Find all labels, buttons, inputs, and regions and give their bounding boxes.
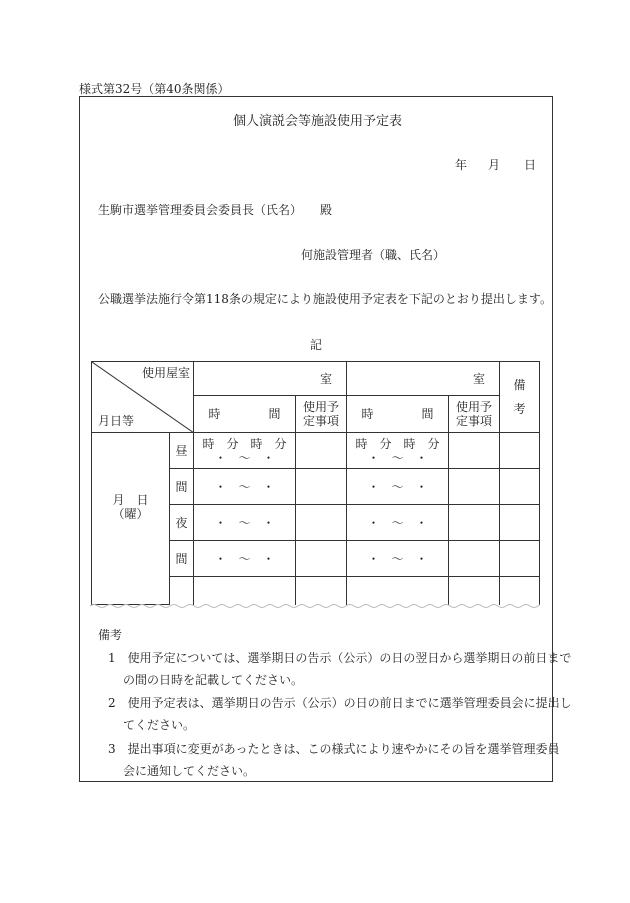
bikou-header xyxy=(500,362,540,433)
weekday-label: （曜） xyxy=(112,507,149,521)
note-line: の間の日時を記載してください。 xyxy=(123,673,304,687)
notes-heading: 備考 xyxy=(98,628,123,642)
addressee: 生駒市選挙管理委員会委員長（氏名） 殿 xyxy=(98,203,333,217)
time-top-b: 時 分 時 分 xyxy=(355,436,440,451)
usage-cell xyxy=(449,505,500,541)
time-header-2: 時 間 xyxy=(347,396,449,433)
usage-cell xyxy=(449,433,500,469)
time-cell-hiru1-b xyxy=(347,433,449,469)
usage-cell xyxy=(296,541,347,577)
note-line: 1 使用予定については、選挙期日の告示（公示）の日の翌日から選挙期日の前日まで xyxy=(108,651,572,665)
bikou-cell xyxy=(500,505,540,541)
header-usage-room: 使用屋室 xyxy=(142,366,191,380)
usage-plan-1b: 定事項 xyxy=(303,414,340,428)
usage-plan-header-2 xyxy=(449,396,500,433)
time-range-cell: ・ 〜 ・ xyxy=(194,505,296,541)
note-line: 会に通知してください。 xyxy=(123,764,256,778)
header-diagonal-cell xyxy=(92,362,194,433)
usage-plan-2b: 定事項 xyxy=(456,414,493,428)
usage-plan-2a: 使用予 xyxy=(456,400,493,414)
form-number: 様式第32号（第40条関係） xyxy=(79,82,230,96)
usage-cell xyxy=(296,433,347,469)
schedule-table xyxy=(91,361,540,605)
usage-plan-1a: 使用予 xyxy=(303,400,340,414)
room-2-label: 室 xyxy=(473,371,486,386)
time-range-cell: ・ 〜 ・ xyxy=(194,541,296,577)
usage-cell xyxy=(449,541,500,577)
bikou-cell xyxy=(500,541,540,577)
ki-label: 記 xyxy=(310,338,323,352)
note-line: 2 使用予定表は、選挙期日の告示（公示）の日の前日までに選挙管理委員会に提出し xyxy=(108,696,572,710)
date-cell xyxy=(92,433,170,605)
bikou-cell xyxy=(500,433,540,469)
note-line: 3 提出事項に変更があったときは、この様式により速やかにその旨を選挙管理委員 xyxy=(108,742,560,756)
usage-cell xyxy=(296,469,347,505)
room-2-header xyxy=(347,362,500,396)
bikou-1: 備 xyxy=(513,378,526,392)
statement: 公職選挙法施行令第118条の規定により施設使用予定表を下記のとおり提出します。 xyxy=(98,292,552,306)
room-1-label: 室 xyxy=(320,371,333,386)
usage-cell xyxy=(449,469,500,505)
header-month-day: 月日等 xyxy=(98,414,135,428)
hiru-2: 間 xyxy=(170,469,194,505)
date-month: 月 xyxy=(488,158,501,172)
date-year: 年 xyxy=(455,158,468,172)
time-range-cell: ・ 〜 ・ xyxy=(347,469,449,505)
time-cell-hiru1-a xyxy=(194,433,296,469)
date-label: 月 日 xyxy=(112,493,149,507)
room-1-header xyxy=(194,362,347,396)
hiru-1: 昼 xyxy=(170,433,194,469)
wavy-cut-line xyxy=(90,601,540,611)
bikou-2: 考 xyxy=(513,402,526,416)
time-range-cell: ・ 〜 ・ xyxy=(194,469,296,505)
time-range-cell: ・ 〜 ・ xyxy=(347,505,449,541)
sender: 何施設管理者（職、氏名） xyxy=(301,248,446,262)
time-range-b: ・ 〜 ・ xyxy=(367,450,428,465)
form-title: 個人演説会等施設使用予定表 xyxy=(233,114,403,129)
date-day: 日 xyxy=(524,158,537,172)
yoru-1: 夜 xyxy=(170,505,194,541)
time-range-a: ・ 〜 ・ xyxy=(214,450,275,465)
usage-plan-header-1 xyxy=(296,396,347,433)
time-range-cell: ・ 〜 ・ xyxy=(347,541,449,577)
time-header-1: 時 間 xyxy=(194,396,296,433)
usage-cell xyxy=(296,505,347,541)
note-line: てください。 xyxy=(123,718,196,732)
bikou-cell xyxy=(500,469,540,505)
time-top-a: 時 分 時 分 xyxy=(202,436,287,451)
yoru-2: 間 xyxy=(170,541,194,577)
